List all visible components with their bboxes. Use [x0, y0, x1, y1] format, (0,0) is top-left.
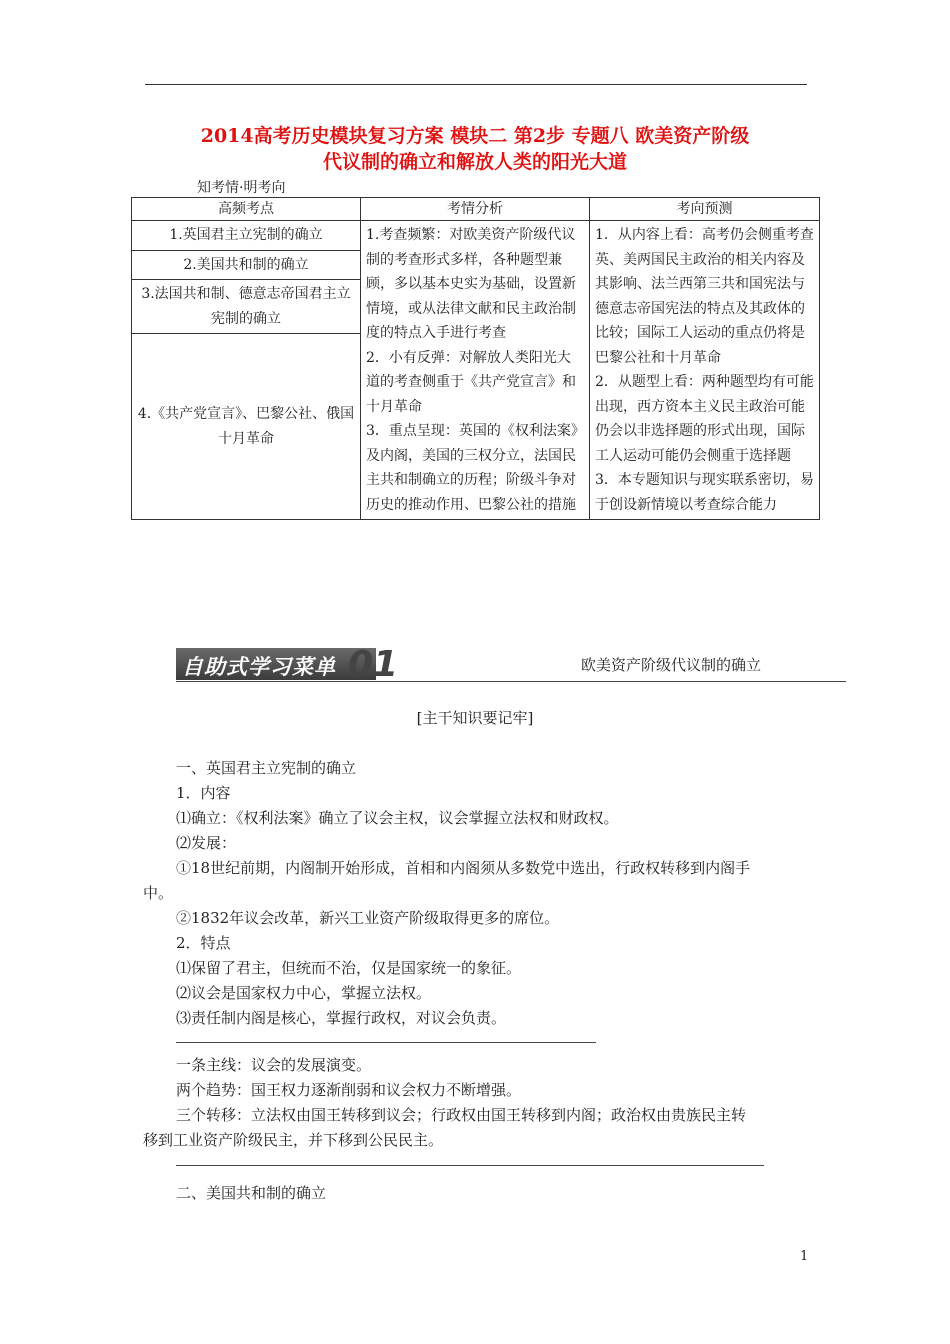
paragraph: 三个转移：立法权由国王转移到议会；行政权由国王转移到内阁；政治权由贵族民主转	[176, 1106, 747, 1124]
point-3: 3.法国共和制、德意志帝国君主立宪制的确立	[132, 280, 361, 334]
exam-overview-table	[131, 197, 820, 520]
paragraph: 两个趋势：国王权力逐渐削弱和议会权力不断增强。	[176, 1081, 522, 1099]
title-line-1: 2014高考历史模块复习方案 模块二 第2步 专题八 欧美资产阶级	[200, 125, 750, 147]
header-analysis: 考情分析	[361, 198, 590, 221]
divider	[176, 1165, 764, 1166]
paragraph: ⑴保留了君主，但统而不治，仅是国家统一的象征。	[176, 959, 522, 977]
banner-label: 自助式学习菜单	[182, 655, 336, 679]
paragraph: 2．特点	[176, 934, 231, 952]
paragraph: ⑶责任制内阁是核心，掌握行政权，对议会负责。	[176, 1009, 507, 1027]
banner-number: 01	[348, 644, 399, 685]
point-2: 2.美国共和制的确立	[132, 250, 361, 280]
table-row	[132, 221, 820, 251]
section-banner	[176, 644, 846, 685]
paragraph-continuation: 中。	[143, 884, 174, 902]
section-tag: [主干知识要记牢]	[416, 709, 534, 727]
paragraph-continuation: 移到工业资产阶级民主，并下移到公民民主。	[143, 1131, 444, 1149]
subheading: 知考情·明考向	[197, 180, 286, 196]
point-4: 4.《共产党宣言》、巴黎公社、俄国十月革命	[132, 334, 361, 520]
paragraph: ⑴确立：《权利法案》确立了议会主权，议会掌握立法权和财政权。	[176, 809, 619, 827]
paragraph: ⑵发展：	[176, 834, 237, 852]
analysis-cell: 1.考查频繁：对欧美资产阶级代议制的考查形式多样，各种题型兼顾，多以基本史实为基础，设置新情境，或从法律文献和民主政治制度的特点入手进行考查 2．小有反弹：对解放人类阳光大道的考查侧重于《共产党宣言》和十月革命 3．重点呈现：英国的《权利法案》及内阁，美国的三权分立，法国民主共和制确立的历程；阶级斗争对历史的推动作用、巴黎公社的措施	[361, 221, 590, 520]
heading-section-1: 一、英国君主立宪制的确立	[176, 759, 357, 777]
paragraph: ⑵议会是国家权力中心，掌握立法权。	[176, 984, 432, 1002]
paragraph: ①18世纪前期，内阁制开始形成，首相和内阁须从多数党中选出，行政权转移到内阁手	[176, 859, 751, 877]
forecast-cell: 1．从内容上看：高考仍会侧重考查英、美两国民主政治的相关内容及其影响、法兰西第三共和国宪法与德意志帝国宪法的特点及其政体的比较；国际工人运动的重点仍将是巴黎公社和十月革命 2．从题型上看：两种题型均有可能出现，西方资本主义民主政治可能仍会以非选择题的形式出现，国际工人运动可能仍会侧重于选择题 3．本专题知识与现实联系密切，易于创设新情境以考查综合能力	[590, 221, 820, 520]
paragraph: 1．内容	[176, 784, 231, 802]
banner-box	[176, 648, 376, 680]
divider	[176, 1042, 596, 1043]
page-number: 1	[800, 1249, 809, 1264]
header-forecast: 考向预测	[590, 198, 820, 221]
paragraph: 一条主线：议会的发展演变。	[176, 1056, 372, 1074]
banner-title: 欧美资产阶级代议制的确立	[581, 656, 762, 674]
table-header-row	[132, 198, 820, 221]
header-high-frequency: 高频考点	[132, 198, 361, 221]
paragraph: ②1832年议会改革，新兴工业资产阶级取得更多的席位。	[176, 909, 560, 927]
banner-underline	[176, 681, 846, 682]
title-line-2: 代议制的确立和解放人类的阳光大道	[322, 151, 627, 173]
point-1: 1.英国君主立宪制的确立	[132, 221, 361, 251]
heading-section-2: 二、美国共和制的确立	[176, 1184, 327, 1202]
page-title	[120, 123, 830, 175]
header-rule	[145, 84, 807, 85]
